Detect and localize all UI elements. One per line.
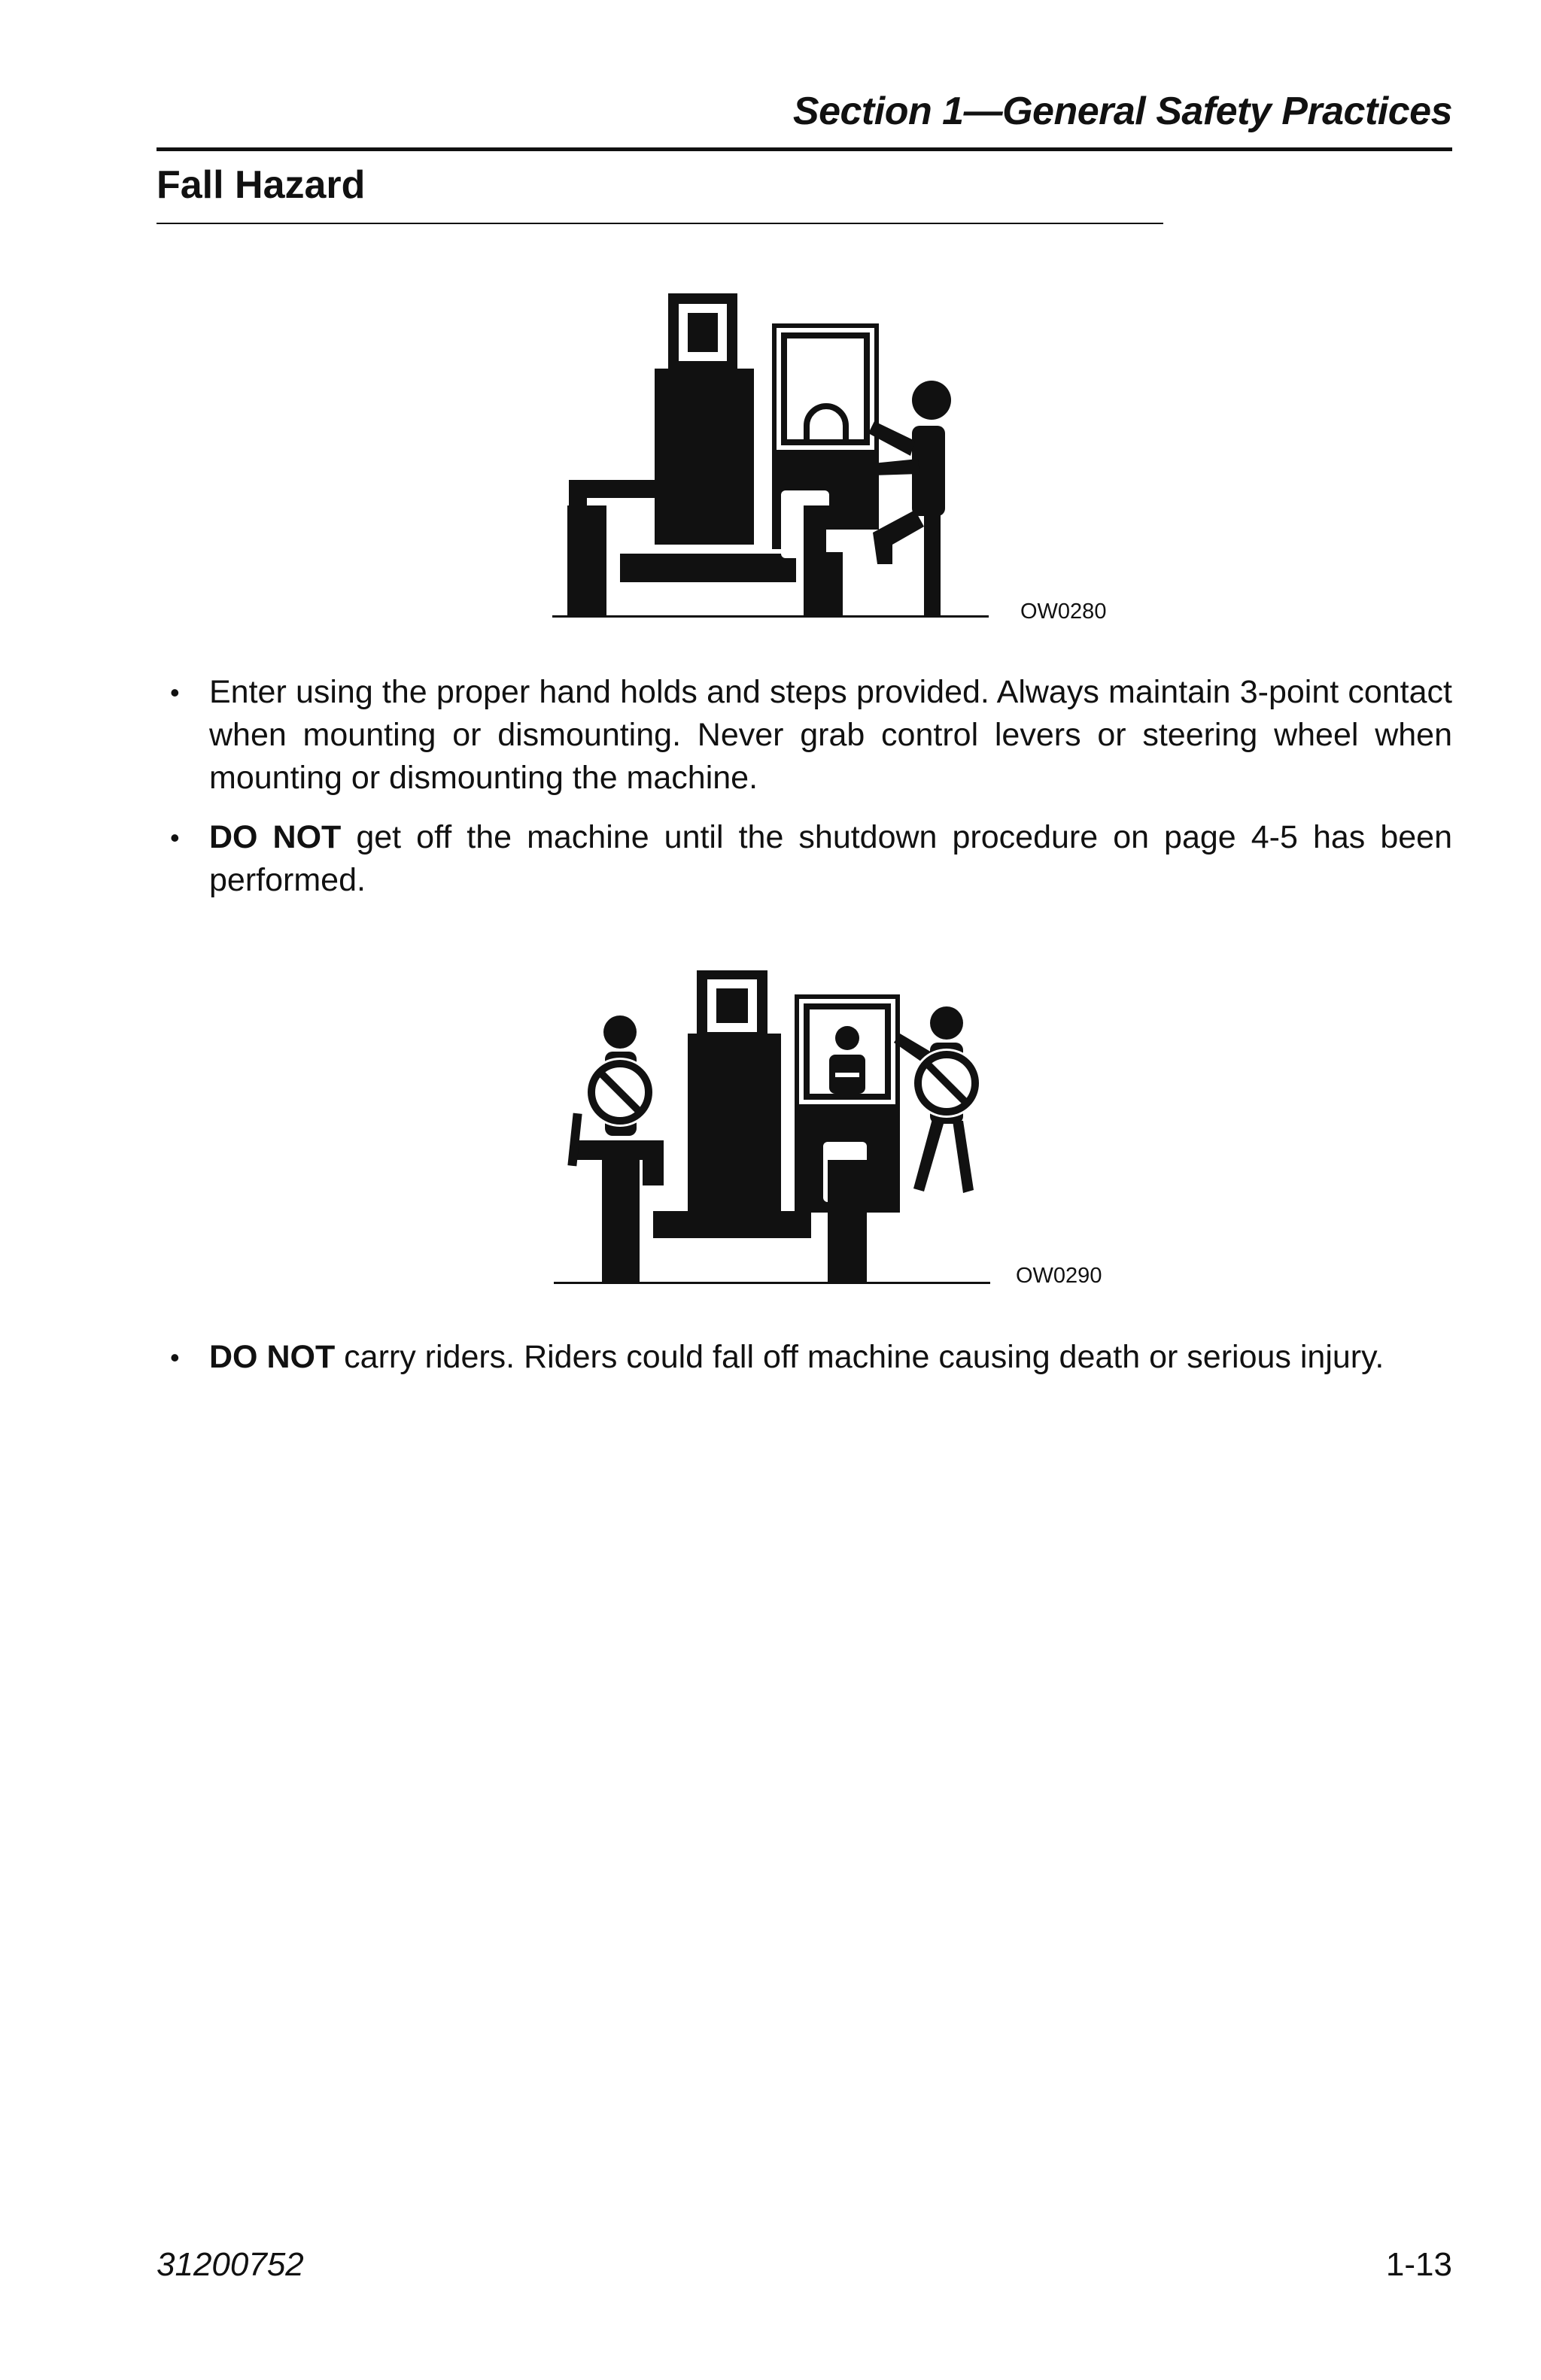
bullet-dot: •	[170, 1342, 180, 1373]
bullet-bold: DO NOT	[209, 819, 342, 855]
bullet-item	[157, 671, 1452, 800]
figure-code-2: OW0290	[1016, 1264, 1102, 1288]
page-heading: Fall Hazard	[157, 163, 366, 207]
bullet-bold: DO NOT	[209, 1339, 336, 1375]
page-number: 1-13	[1385, 2246, 1452, 2283]
bullet-text: Enter using the proper hand holds and steps provided. Always maintain 3-point contact when mounting or dismounting. Never grab control levers or steering wheel when mounting or dismounting the machine.	[209, 674, 1452, 796]
document-number: 31200752	[157, 2246, 304, 2283]
section-header: Section 1—General Safety Practices	[792, 90, 1452, 133]
bullet-list-2	[157, 1336, 1452, 1379]
bullet-text: get off the machine until the shutdown procedure on page 4-5 has been performed.	[209, 819, 1452, 898]
bullet-text: carry riders. Riders could fall off machine causing death or serious injury.	[335, 1339, 1384, 1375]
bullet-dot: •	[170, 822, 180, 853]
bullet-list-1	[157, 671, 1452, 902]
bullet-item	[157, 816, 1452, 902]
figure-mounting	[542, 293, 993, 624]
header-rule	[157, 147, 1452, 151]
bullet-item	[157, 1336, 1452, 1379]
figure-code-1: OW0280	[1020, 600, 1107, 624]
machine-mounting-pictogram	[542, 293, 993, 624]
no-riders-pictogram	[542, 963, 993, 1294]
figure-no-riders	[542, 963, 993, 1294]
heading-rule	[157, 223, 1163, 224]
bullet-dot: •	[170, 677, 180, 708]
